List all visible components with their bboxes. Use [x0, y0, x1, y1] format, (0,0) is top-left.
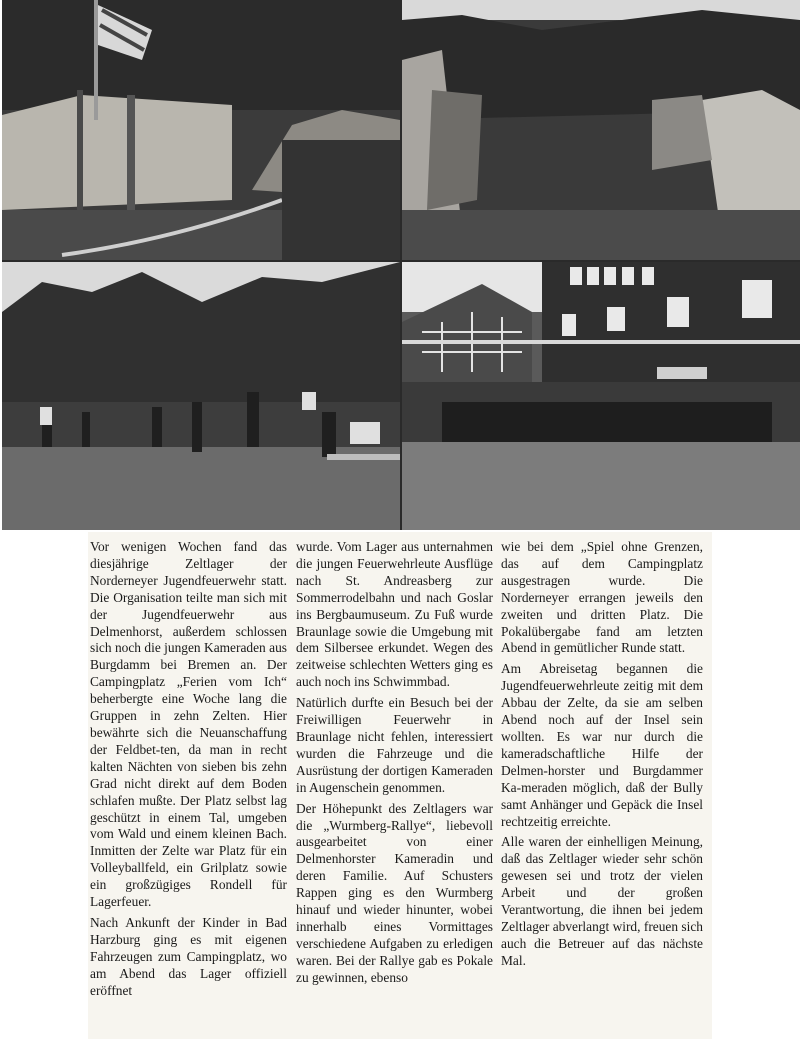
article-clipping [88, 532, 712, 1039]
article-paragraph: Nach Ankunft der Kinder in Bad Harzburg ging es mit eigenen Fahrzeugen zum Campingplatz, wo am Abend das Lager offiziell eröffnet [90, 914, 287, 998]
photo-tents-forest [402, 0, 800, 260]
article-column-2 [296, 539, 493, 991]
article-paragraph: Der Höhepunkt des Zeltlagers war die „Wurmberg-Rallye“, liebevoll ausgearbeitet von einer Delmenhorster Kameradin und deren Familie. Auf Schusters Rappen ging es den Wurmberg hinauf und wieder hinunter, wobei innerhalb eines Vormittages verschiedene Aufgaben zu erledigen waren. Bei der Rallye gab es Pokale zu gewinnen, ebenso [296, 800, 493, 985]
article-paragraph: Am Abreisetag begannen die Jugendfeuerwehrleute zeitig mit dem Abbau der Zelte, da sie am selben Abend noch auf der Insel sein wollten. Es war nur durch die kameradschaftliche Hilfe der Delmen-horster und Burgdammer Ka-meraden möglich, daß der Bully samt Anhänger und Gepäck die Insel rechtzeitig erreichte. [501, 661, 703, 829]
photo-collage [2, 0, 800, 530]
photo-volleyball-field [2, 262, 400, 530]
article-column-1 [90, 539, 287, 1003]
photo-tent-flag [2, 0, 400, 260]
article-paragraph: Alle waren der einhelligen Meinung, daß das Zeltlager wieder sehr schön gewesen sei und trotz der vielen Arbeit und der großen Verantwortung, die ihnen bei jedem Zeltlager abverlangt wird, freuen sich auch die Betreuer auf das nächste Mal. [501, 834, 703, 968]
article-paragraph: Natürlich durfte ein Besuch bei der Freiwilligen Feuerwehr in Braunlage nicht fehlen, interessiert wurden die Fahrzeuge und die Ausrüstung der dortigen Kameraden in Augenschein genommen. [296, 695, 493, 795]
article-paragraph: wie bei dem „Spiel ohne Grenzen, das auf dem Campingplatz ausgestragen wurde. Die Norderneyer errangen jeweils den zweiten und dritten Platz. Die Pokalübergabe fand am letzten Abend in gemütlicher Runde statt. [501, 539, 703, 656]
article-column-3 [501, 539, 703, 974]
article-paragraph: Vor wenigen Wochen fand das diesjährige Zeltlager der Norderneyer Jugendfeuerwehr statt. Die Organisation teilte man sich mit der Jugendfeuerwehr aus Delmenhorst, außerdem schlossen sich noch die jungen Kameraden aus Burgdamm bei Bremen an. Der Campingplatz „Ferien vom Ich“ beherbergte eine Woche lang die Gruppen in zehn Zelten. Hier bewährte sich die Neuanschaffung der Feldbet-ten, da man in recht kalten Nächten von sieben bis zehn Grad nicht direkt auf dem Boden schlafen mußte. Der Platz selbst lag geschützt in einem Tal, umgeben vom Wald und einem kleinen Bach. Inmitten der Zelte war Platz für ein Volleyballfeld, ein Grilplatz sowie ein großzügiges Rondell für Lagerfeuer. [90, 539, 287, 910]
photo-fire-station [402, 262, 800, 530]
article-paragraph: wurde. Vom Lager aus unternahmen die jungen Feuerwehrleute Ausflüge nach St. Andreasberg zur Sommerrodelbahn und nach Goslar ins Bergbaumuseum. Zu Fuß wurde Braunlage sowie die Umgebung mit dem Silbersee erkundet. Wegen des zeitweise schlechten Wetters ging es auch noch ins Schwimmbad. [296, 539, 493, 690]
